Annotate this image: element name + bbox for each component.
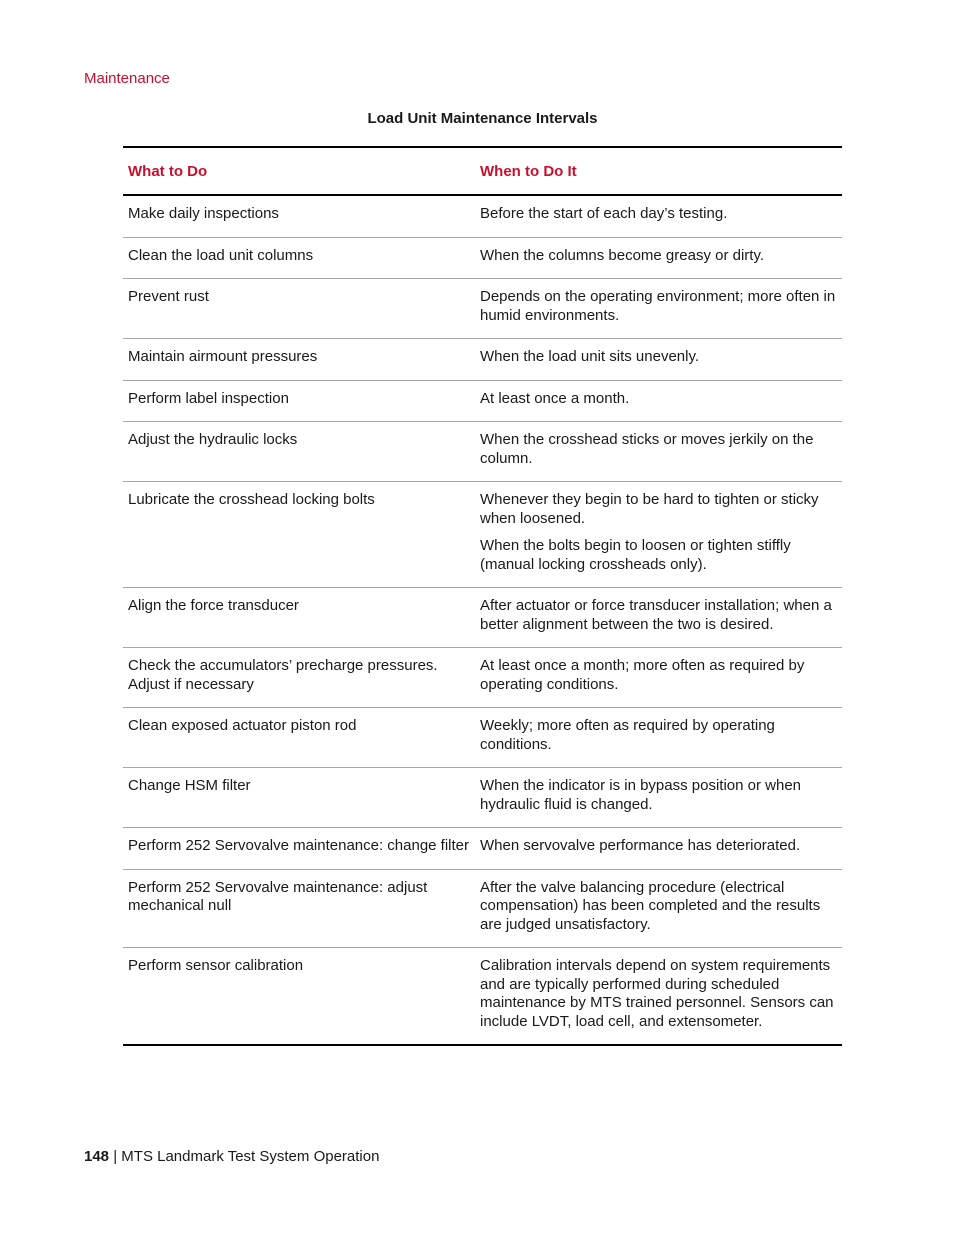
table-row (123, 648, 842, 708)
cell-what-to-do: Maintain airmount pressures (128, 348, 318, 365)
cell-when-to-do-it (475, 597, 842, 634)
cell-paragraph: After actuator or force transducer installation; when a better alignment between the two is desired. (480, 597, 832, 633)
cell-paragraph: Weekly; more often as required by operating conditions. (480, 717, 775, 753)
cell-when-to-do-it (475, 247, 842, 266)
maintenance-table (123, 146, 842, 1046)
table-header-row (123, 148, 842, 196)
cell-paragraph: When the indicator is in bypass position or when hydraulic fluid is changed. (480, 777, 802, 813)
cell-paragraph: When servovalve performance has deteriorated. (480, 837, 801, 854)
page-footer (84, 1148, 379, 1165)
cell-paragraph: Before the start of each day’s testing. (480, 205, 728, 222)
cell-paragraph: After the valve balancing procedure (electrical compensation) has been completed and the results are judged unsatisfactory. (480, 878, 821, 933)
cell-paragraph: When the crosshead sticks or moves jerkily on the column. (480, 431, 814, 467)
table-row (123, 238, 842, 280)
table-row (123, 948, 842, 1044)
document-title: MTS Landmark Test System Operation (121, 1148, 380, 1165)
cell-when-to-do-it (475, 431, 842, 468)
cell-what-to-do: Perform 252 Servovalve maintenance: change filter (128, 837, 470, 854)
cell-what-to-do: Adjust the hydraulic locks (128, 431, 298, 448)
table-row (123, 279, 842, 339)
footer-separator: | (113, 1148, 118, 1165)
column-header-when: When to Do It (480, 162, 577, 180)
cell-paragraph: When the columns become greasy or dirty. (480, 246, 765, 264)
cell-what-to-do: Lubricate the crosshead locking bolts (128, 491, 375, 508)
cell-paragraph: Calibration intervals depend on system requirements and are typically performed during scheduled maintenance by MTS trained personnel. Sensors can include LVDT, load cell, and extensometer. (480, 957, 834, 1030)
cell-when-to-do-it (475, 837, 842, 856)
table-row (123, 768, 842, 828)
table-row (123, 828, 842, 870)
cell-what-to-do: Check the accumulators’ precharge pressures. Adjust if necessary (128, 657, 438, 693)
cell-when-to-do-it (475, 491, 842, 574)
table-row (123, 588, 842, 648)
cell-what-to-do: Clean exposed actuator piston rod (128, 717, 357, 734)
cell-what-to-do: Perform label inspection (128, 389, 289, 407)
cell-when-to-do-it (475, 205, 842, 224)
table-title: Load Unit Maintenance Intervals (367, 110, 598, 127)
table-row (123, 708, 842, 768)
cell-paragraph: When the load unit sits unevenly. (480, 348, 700, 365)
cell-when-to-do-it (475, 777, 842, 814)
cell-what-to-do: Make daily inspections (128, 205, 279, 222)
cell-paragraph: Depends on the operating environment; more often in humid environments. (480, 288, 836, 324)
cell-what-to-do: Prevent rust (128, 288, 209, 305)
cell-what-to-do: Perform 252 Servovalve maintenance: adjust mechanical null (128, 878, 428, 914)
cell-what-to-do: Change HSM filter (128, 777, 251, 794)
table-row (123, 196, 842, 238)
cell-paragraph: At least once a month; more often as required by operating conditions. (480, 657, 805, 693)
cell-when-to-do-it (475, 390, 842, 409)
page-number: 148 (84, 1148, 110, 1165)
cell-when-to-do-it (475, 717, 842, 754)
cell-paragraph: At least once a month. (480, 389, 630, 407)
table-row (123, 422, 842, 482)
cell-paragraph: When the bolts begin to loosen or tighten stiffly (manual locking crossheads only). (480, 537, 791, 573)
cell-when-to-do-it (475, 957, 842, 1031)
cell-when-to-do-it (475, 657, 842, 694)
table-row (123, 870, 842, 949)
cell-when-to-do-it (475, 879, 842, 935)
section-heading: Maintenance (84, 70, 170, 87)
cell-when-to-do-it (475, 348, 842, 367)
table-row (123, 339, 842, 381)
cell-paragraph: Whenever they begin to be hard to tighten or sticky when loosened. (480, 491, 819, 527)
table-row (123, 482, 842, 588)
column-header-what: What to Do (128, 162, 208, 180)
cell-what-to-do: Clean the load unit columns (128, 246, 314, 264)
cell-what-to-do: Align the force transducer (128, 597, 299, 614)
cell-what-to-do: Perform sensor calibration (128, 957, 304, 974)
table-row (123, 381, 842, 423)
cell-when-to-do-it (475, 288, 842, 325)
